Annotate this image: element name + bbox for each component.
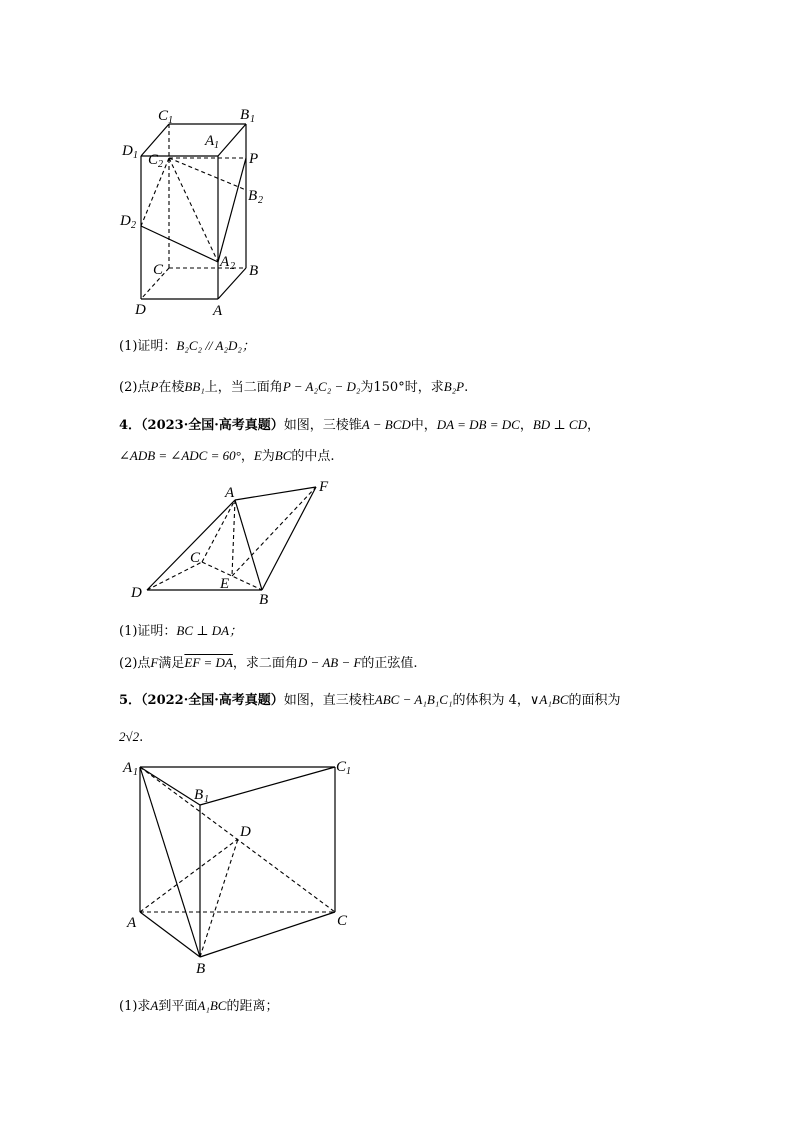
label-D2: D [120, 213, 131, 229]
q5-source: （2022·全国·高考真题） [141, 693, 284, 708]
q4-number: 4． [119, 418, 142, 433]
q3-part1-expr: B₂C₂ // A₂D₂； [176, 338, 255, 353]
label-C-fig3: C [337, 913, 348, 929]
label-B1: B [240, 107, 250, 123]
label-C: C [153, 262, 164, 278]
label-C2-sub: 2 [158, 159, 163, 170]
label-B-fig2: B [259, 592, 269, 608]
label-D: D [135, 302, 146, 318]
q5-part1: (1)求A到平面A₁BC的距离； [119, 998, 279, 1014]
label-B2: B [248, 188, 258, 204]
label-D-fig2: D [131, 585, 142, 601]
q4-source: （2023·全国·高考真题） [141, 418, 284, 433]
label-B1-fig3-sub: 1 [204, 794, 209, 805]
q4-stem-line2: ∠ADB = ∠ADC = 60°，E为BC的中点. [119, 448, 335, 464]
q4-part1: (1)证明：BC ⊥ DA； [119, 623, 243, 639]
label-C2: C [148, 152, 159, 168]
label-A1: A [205, 133, 215, 149]
label-A: A [213, 303, 223, 319]
label-C-fig2: C [190, 550, 201, 566]
label-F: F [319, 479, 329, 495]
label-B: B [249, 263, 259, 279]
label-E: E [220, 576, 230, 592]
label-D1: D [122, 143, 133, 159]
q5-stem-line1: 5．（2022·全国·高考真题）如图，直三棱柱ABC − A₁B₁C₁的体积为 4，∨A₁BC的面积为 [119, 692, 621, 708]
q4-part2: (2)点F满足EF = DA，求二面角D − AB − F的正弦值. [119, 655, 418, 671]
label-A1-sub: 1 [214, 140, 219, 151]
label-A1-fig3: A [123, 760, 133, 776]
q4-vector-equation: EF = DA [184, 655, 233, 670]
label-P: P [249, 151, 259, 167]
label-B1-fig3: B [194, 787, 204, 803]
label-D-fig3: D [240, 824, 251, 840]
label-D2-sub: 2 [131, 220, 136, 231]
label-A2: A [220, 254, 230, 270]
q5-number: 5． [119, 693, 142, 708]
label-C1-sub: 1 [168, 115, 173, 126]
label-D1-sub: 1 [133, 150, 138, 161]
label-A1-fig3-sub: 1 [133, 767, 138, 778]
figure-triangular-prism [122, 759, 351, 977]
label-B1-sub: 1 [250, 114, 255, 125]
label-A2-sub: 2 [230, 261, 235, 272]
label-C1-fig3: C [336, 759, 347, 775]
q3-part2: (2)点P在棱BB₁上，当二面角P − A₂C₂ − D₂为150°时，求B₂P. [119, 379, 469, 395]
label-A-fig2: A [225, 485, 235, 501]
q5-area-value: 2√2 [119, 729, 140, 744]
q4-stem-line1: 4．（2023·全国·高考真题）如图，三棱锥A − BCD中，DA = DB = DC，BD ⊥ CD， [119, 417, 600, 433]
label-A-fig3: A [127, 915, 137, 931]
label-C1: C [158, 108, 169, 124]
figure-tetrahedron [130, 479, 329, 608]
label-C1-fig3-sub: 1 [346, 766, 351, 777]
label-B2-sub: 2 [258, 195, 263, 206]
label-B-fig3: B [196, 961, 206, 977]
q5-stem-line2: 2√2. [119, 729, 144, 745]
q3-part1: (1)证明：B₂C₂ // A₂D₂； [119, 338, 255, 354]
